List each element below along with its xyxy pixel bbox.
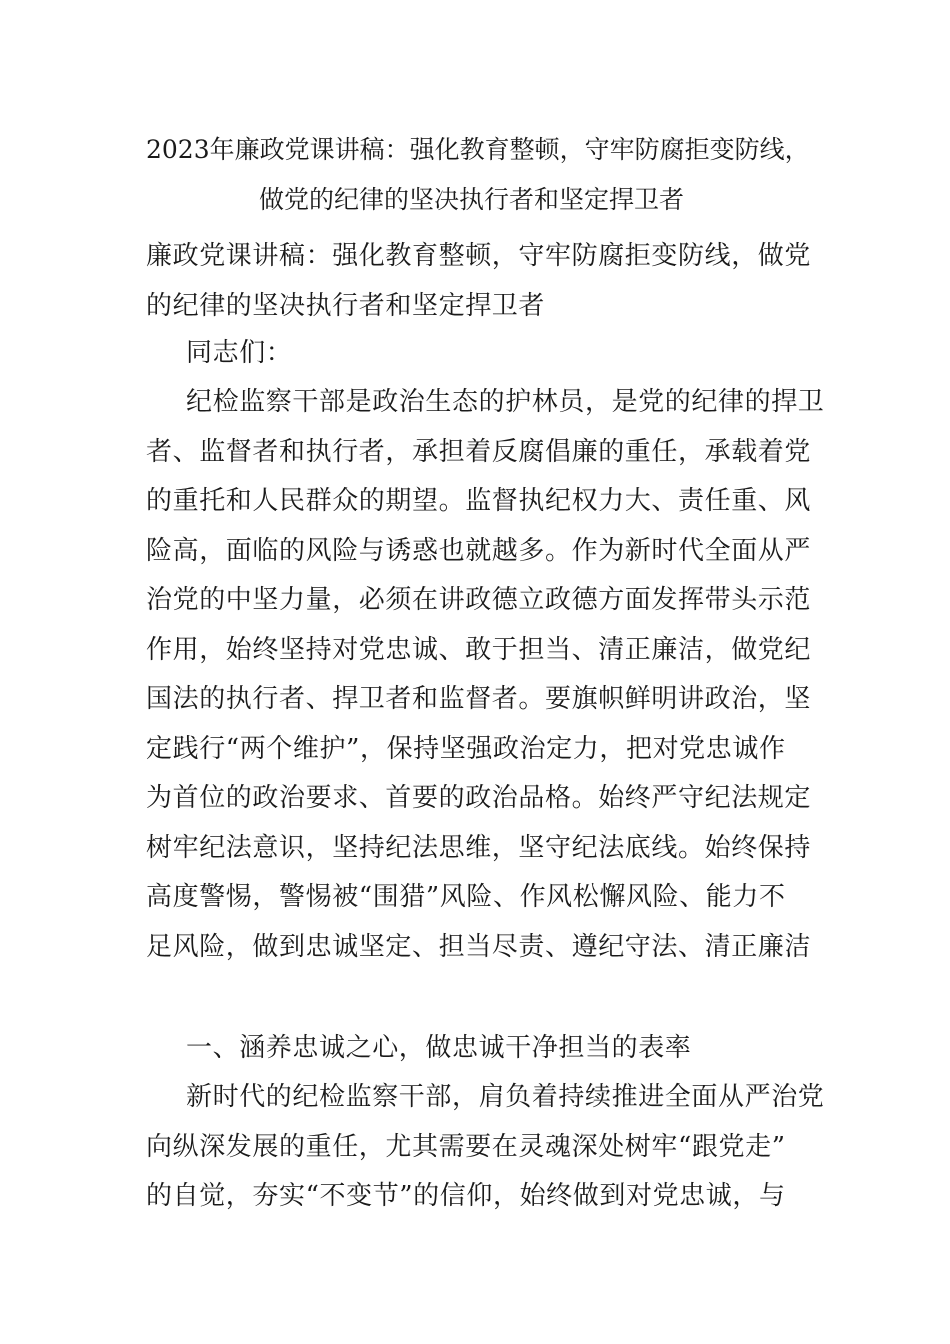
paragraph-line: 定践行“两个维护”，保持坚强政治定力，把对党忠诚作 xyxy=(146,733,786,764)
paragraph-line: 作用，始终坚持对党忠诚、敢于担当、清正廉洁，做党纪 xyxy=(146,634,812,665)
document-title-line-2: 做党的纪律的坚决执行者和坚定捍卫者 xyxy=(259,185,685,214)
paragraph-line: 险高，面临的风险与诱惑也就越多。作为新时代全面从严 xyxy=(146,535,812,566)
paragraph-line: 向纵深发展的重任，尤其需要在灵魂深处树牢“跟党走” xyxy=(146,1131,786,1162)
section-heading-text: 一、涵养忠诚之心，做忠诚干净担当的表率 xyxy=(186,1033,692,1063)
paragraph-1 xyxy=(146,378,825,972)
section-heading-1 xyxy=(146,1024,818,1074)
document-title-line-1: 2023年廉政党课讲稿：强化教育整顿，守牢防腐拒变防线， xyxy=(146,135,810,164)
document-subtitle xyxy=(146,232,818,331)
paragraph-2 xyxy=(146,1073,825,1222)
paragraph-line: 治党的中坚力量，必须在讲政德立政德方面发挥带头示范 xyxy=(146,585,812,615)
paragraph-line: 新时代的纪检监察干部，肩负着持续推进全面从严治党 xyxy=(186,1082,825,1112)
subtitle-line: 廉政党课讲稿：强化教育整顿，守牢防腐拒变防线，做党 xyxy=(146,241,812,271)
paragraph-line: 足风险，做到忠诚坚定、担当尽责、遵纪守法、清正廉洁 xyxy=(146,931,812,962)
paragraph-line: 高度警惕，警惕被“围猎”风险、作风松懈风险、能力不 xyxy=(146,882,786,912)
greeting-text: 同志们： xyxy=(186,338,293,368)
paragraph-line: 树牢纪法意识，坚持纪法思维，坚守纪法底线。始终保持 xyxy=(146,832,812,863)
subtitle-line: 的纪律的坚决执行者和坚定捍卫者 xyxy=(146,290,546,321)
paragraph-line: 纪检监察干部是政治生态的护林员，是党的纪律的捍卫 xyxy=(186,387,825,417)
paragraph-line: 的自觉，夯实“不变节”的信仰，始终做到对党忠诚，与 xyxy=(146,1181,786,1211)
paragraph-line: 为首位的政治要求、首要的政治品格。始终严守纪法规定 xyxy=(146,783,812,813)
paragraph-line: 者、监督者和执行者，承担着反腐倡廉的重任，承载着党 xyxy=(146,436,812,467)
greeting xyxy=(146,329,818,379)
paragraph-line: 的重托和人民群众的期望。监督执纪权力大、责任重、风 xyxy=(146,486,812,516)
paragraph-line: 国法的执行者、捍卫者和监督者。要旗帜鲜明讲政治，坚 xyxy=(146,684,812,714)
